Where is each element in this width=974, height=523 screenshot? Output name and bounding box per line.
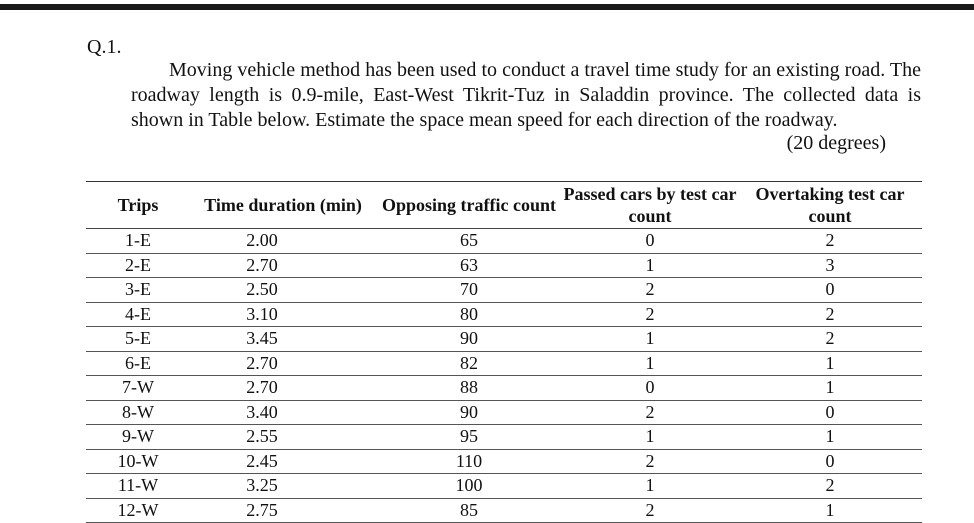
cell-trip: 12-W bbox=[86, 498, 190, 523]
cell-opposing: 63 bbox=[376, 253, 562, 278]
cell-time: 2.70 bbox=[190, 376, 376, 401]
cell-overtaking: 0 bbox=[738, 449, 922, 474]
cell-time: 3.45 bbox=[190, 327, 376, 352]
table-row bbox=[86, 327, 922, 352]
table-row bbox=[86, 400, 922, 425]
cell-passed: 1 bbox=[562, 351, 738, 376]
cell-trip: 1-E bbox=[86, 229, 190, 254]
cell-trip: 2-E bbox=[86, 253, 190, 278]
cell-passed: 0 bbox=[562, 376, 738, 401]
cell-time: 3.25 bbox=[190, 474, 376, 499]
table-row bbox=[86, 474, 922, 499]
cell-opposing: 88 bbox=[376, 376, 562, 401]
cell-trip: 3-E bbox=[86, 278, 190, 303]
cell-time: 2.50 bbox=[190, 278, 376, 303]
cell-overtaking: 0 bbox=[738, 278, 922, 303]
table-row bbox=[86, 425, 922, 450]
cell-overtaking: 2 bbox=[738, 229, 922, 254]
cell-time: 2.70 bbox=[190, 351, 376, 376]
cell-overtaking: 1 bbox=[738, 376, 922, 401]
cell-trip: 10-W bbox=[86, 449, 190, 474]
table-row bbox=[86, 498, 922, 523]
table-body bbox=[86, 229, 922, 523]
table-header-row bbox=[86, 182, 922, 229]
header-overtaking: Overtaking test car count bbox=[738, 182, 922, 229]
cell-opposing: 82 bbox=[376, 351, 562, 376]
cell-time: 3.10 bbox=[190, 302, 376, 327]
header-passed-cars: Passed cars by test car count bbox=[562, 182, 738, 229]
cell-overtaking: 2 bbox=[738, 474, 922, 499]
cell-passed: 2 bbox=[562, 498, 738, 523]
question-number: Q.1. bbox=[87, 36, 122, 58]
cell-trip: 5-E bbox=[86, 327, 190, 352]
cell-opposing: 65 bbox=[376, 229, 562, 254]
top-rule bbox=[0, 4, 974, 10]
table-row bbox=[86, 253, 922, 278]
cell-overtaking: 0 bbox=[738, 400, 922, 425]
cell-opposing: 85 bbox=[376, 498, 562, 523]
cell-time: 2.75 bbox=[190, 498, 376, 523]
table-row bbox=[86, 376, 922, 401]
cell-opposing: 95 bbox=[376, 425, 562, 450]
cell-trip: 4-E bbox=[86, 302, 190, 327]
cell-passed: 1 bbox=[562, 327, 738, 352]
question-text: Moving vehicle method has been used to conduct a travel time study for an existing road. The roadway length is 0.9-mile, East-West Tikrit-Tuz in Saladdin province. The collected data is shown in Table below. Estimate the space mean speed for each direction of the roadway. bbox=[131, 59, 921, 131]
cell-opposing: 100 bbox=[376, 474, 562, 499]
cell-opposing: 80 bbox=[376, 302, 562, 327]
cell-passed: 2 bbox=[562, 302, 738, 327]
cell-passed: 0 bbox=[562, 229, 738, 254]
cell-time: 2.45 bbox=[190, 449, 376, 474]
cell-passed: 2 bbox=[562, 449, 738, 474]
table-row bbox=[86, 302, 922, 327]
cell-time: 2.00 bbox=[190, 229, 376, 254]
cell-overtaking: 3 bbox=[738, 253, 922, 278]
cell-overtaking: 1 bbox=[738, 498, 922, 523]
table-row bbox=[86, 229, 922, 254]
cell-overtaking: 1 bbox=[738, 425, 922, 450]
cell-trip: 9-W bbox=[86, 425, 190, 450]
question-marks: (20 degrees) bbox=[786, 132, 886, 154]
cell-time: 3.40 bbox=[190, 400, 376, 425]
header-opposing-traffic: Opposing traffic count bbox=[376, 182, 562, 229]
cell-passed: 1 bbox=[562, 425, 738, 450]
cell-opposing: 90 bbox=[376, 400, 562, 425]
table-row bbox=[86, 449, 922, 474]
cell-passed: 2 bbox=[562, 400, 738, 425]
table-row bbox=[86, 278, 922, 303]
cell-trip: 7-W bbox=[86, 376, 190, 401]
cell-trip: 6-E bbox=[86, 351, 190, 376]
cell-overtaking: 1 bbox=[738, 351, 922, 376]
cell-trip: 11-W bbox=[86, 474, 190, 499]
header-time-duration: Time duration (min) bbox=[190, 182, 376, 229]
cell-opposing: 90 bbox=[376, 327, 562, 352]
cell-passed: 1 bbox=[562, 474, 738, 499]
cell-overtaking: 2 bbox=[738, 327, 922, 352]
table-row bbox=[86, 351, 922, 376]
cell-trip: 8-W bbox=[86, 400, 190, 425]
cell-time: 2.70 bbox=[190, 253, 376, 278]
cell-opposing: 110 bbox=[376, 449, 562, 474]
cell-passed: 2 bbox=[562, 278, 738, 303]
data-table bbox=[86, 181, 922, 523]
header-trips: Trips bbox=[86, 182, 190, 229]
cell-passed: 1 bbox=[562, 253, 738, 278]
cell-time: 2.55 bbox=[190, 425, 376, 450]
cell-opposing: 70 bbox=[376, 278, 562, 303]
cell-overtaking: 2 bbox=[738, 302, 922, 327]
